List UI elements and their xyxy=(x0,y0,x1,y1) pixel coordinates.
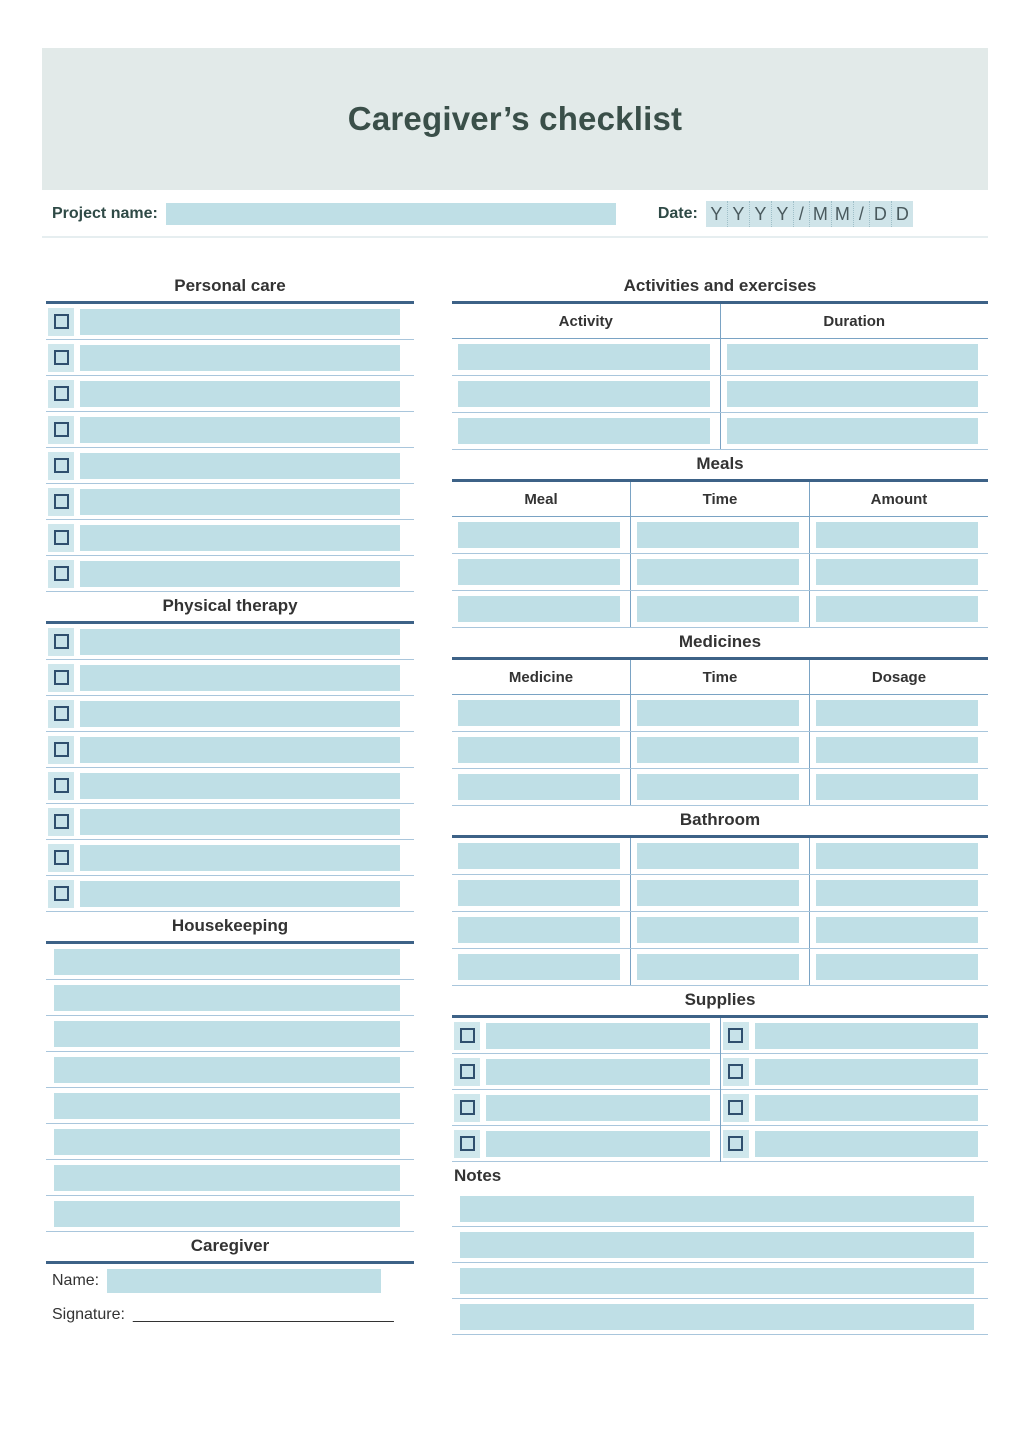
date-separator-1: / xyxy=(794,201,810,227)
table-cell[interactable] xyxy=(452,554,630,591)
table-cell[interactable] xyxy=(630,732,809,769)
checkbox-cell[interactable] xyxy=(48,344,74,372)
checkbox-icon[interactable] xyxy=(54,850,69,865)
supply-input[interactable] xyxy=(755,1059,979,1085)
checkbox-cell[interactable] xyxy=(48,880,74,908)
bathroom-table xyxy=(452,838,988,986)
bathroom-input[interactable] xyxy=(458,880,620,906)
housekeeping-input[interactable] xyxy=(54,1165,400,1191)
checklist-input[interactable] xyxy=(80,701,400,727)
checklist-row[interactable] xyxy=(721,1018,989,1054)
date-group xyxy=(658,201,913,227)
checklist-row[interactable] xyxy=(46,412,414,448)
date-cell-m2[interactable]: M xyxy=(832,201,854,227)
bathroom-input[interactable] xyxy=(637,917,799,943)
checklist-row[interactable] xyxy=(452,1090,720,1126)
checkbox-cell[interactable] xyxy=(48,664,74,692)
checklist-input[interactable] xyxy=(80,525,400,551)
checkbox-cell[interactable] xyxy=(723,1094,749,1122)
table-cell[interactable] xyxy=(452,949,630,986)
meal-time-input[interactable] xyxy=(637,559,799,585)
column-header-time: Time xyxy=(630,660,809,695)
date-cell-y3[interactable]: Y xyxy=(750,201,772,227)
table-cell[interactable] xyxy=(452,339,720,376)
list-item[interactable] xyxy=(46,1016,414,1052)
title-banner xyxy=(42,48,988,190)
medicine-time-input[interactable] xyxy=(637,774,799,800)
note-input[interactable] xyxy=(460,1196,974,1222)
table-cell[interactable] xyxy=(452,875,630,912)
medicine-time-input[interactable] xyxy=(637,737,799,763)
bathroom-input[interactable] xyxy=(816,843,978,869)
meal-amount-input[interactable] xyxy=(816,559,978,585)
date-cell-d2[interactable]: D xyxy=(892,201,913,227)
checkbox-cell[interactable] xyxy=(48,488,74,516)
bathroom-input[interactable] xyxy=(637,843,799,869)
project-name-label: Project name: xyxy=(52,205,158,222)
column-header-medicine: Medicine xyxy=(452,660,630,695)
checklist-input[interactable] xyxy=(80,309,400,335)
table-cell[interactable] xyxy=(630,517,809,554)
list-item[interactable] xyxy=(46,980,414,1016)
table-row[interactable] xyxy=(452,912,988,949)
table-cell[interactable] xyxy=(452,838,630,875)
caregiver-name-row xyxy=(46,1264,414,1298)
checklist-row[interactable] xyxy=(46,484,414,520)
date-cell-y2[interactable]: Y xyxy=(728,201,750,227)
section-meals xyxy=(452,450,988,628)
checklist-row[interactable] xyxy=(46,804,414,840)
list-item[interactable] xyxy=(46,1160,414,1196)
checklist-input[interactable] xyxy=(80,809,400,835)
table-cell[interactable] xyxy=(452,376,720,413)
table-cell[interactable] xyxy=(809,554,988,591)
physical-therapy-rows xyxy=(46,624,414,912)
checkbox-cell[interactable] xyxy=(454,1022,480,1050)
note-input[interactable] xyxy=(460,1268,974,1294)
checkbox-cell[interactable] xyxy=(48,452,74,480)
date-separator-2: / xyxy=(854,201,870,227)
table-cell[interactable] xyxy=(809,769,988,806)
table-cell[interactable] xyxy=(720,339,988,376)
table-row[interactable] xyxy=(452,376,988,413)
table-cell[interactable] xyxy=(452,769,630,806)
caregiver-signature-label: Signature: xyxy=(52,1306,125,1323)
activity-input[interactable] xyxy=(458,344,710,370)
checklist-row[interactable] xyxy=(46,732,414,768)
section-title-activities: Activities and exercises xyxy=(623,276,817,295)
checkbox-icon[interactable] xyxy=(54,458,69,473)
caregiver-name-input[interactable] xyxy=(107,1269,381,1293)
table-cell[interactable] xyxy=(452,591,630,628)
table-header-row xyxy=(452,660,988,695)
section-bathroom xyxy=(452,806,988,986)
checklist-row[interactable] xyxy=(46,768,414,804)
checklist-input[interactable] xyxy=(80,417,400,443)
note-input[interactable] xyxy=(460,1304,974,1330)
date-cell-d1[interactable]: D xyxy=(870,201,892,227)
checklist-row[interactable] xyxy=(46,304,414,340)
section-supplies xyxy=(452,986,988,1162)
checkbox-icon[interactable] xyxy=(54,778,69,793)
section-title-medicines: Medicines xyxy=(678,632,762,651)
checkbox-icon[interactable] xyxy=(728,1064,743,1079)
meal-input[interactable] xyxy=(458,559,620,585)
checkbox-cell[interactable] xyxy=(48,772,74,800)
section-physical-therapy xyxy=(46,592,414,912)
note-input[interactable] xyxy=(460,1232,974,1258)
checkbox-cell[interactable] xyxy=(48,560,74,588)
project-name-input[interactable] xyxy=(166,203,616,225)
table-cell[interactable] xyxy=(809,912,988,949)
table-cell[interactable] xyxy=(630,912,809,949)
bathroom-input[interactable] xyxy=(816,917,978,943)
list-item[interactable] xyxy=(452,1191,988,1227)
meta-row xyxy=(42,192,988,238)
caregiver-signature-row xyxy=(46,1298,414,1332)
column-header-meal: Meal xyxy=(452,482,630,517)
checklist-row[interactable] xyxy=(452,1054,720,1090)
table-header-row xyxy=(452,304,988,339)
housekeeping-input[interactable] xyxy=(54,985,400,1011)
meal-time-input[interactable] xyxy=(637,596,799,622)
table-row[interactable] xyxy=(452,769,988,806)
caregiver-name-label: Name: xyxy=(52,1272,100,1289)
checkbox-icon[interactable] xyxy=(728,1136,743,1151)
table-cell[interactable] xyxy=(809,732,988,769)
page-title: Caregiver’s checklist xyxy=(347,100,683,137)
list-item[interactable] xyxy=(46,1196,414,1232)
housekeeping-input[interactable] xyxy=(54,1129,400,1155)
section-title-personal-care: Personal care xyxy=(174,276,286,295)
checkbox-icon[interactable] xyxy=(54,422,69,437)
section-title-bathroom: Bathroom xyxy=(679,810,761,829)
table-cell[interactable] xyxy=(809,949,988,986)
checklist-row[interactable] xyxy=(46,340,414,376)
checklist-input[interactable] xyxy=(80,665,400,691)
checkbox-cell[interactable] xyxy=(48,808,74,836)
checkbox-cell[interactable] xyxy=(48,416,74,444)
column-header-dosage: Dosage xyxy=(809,660,988,695)
table-cell[interactable] xyxy=(452,517,630,554)
checklist-row[interactable] xyxy=(46,376,414,412)
checkbox-icon[interactable] xyxy=(460,1028,475,1043)
column-header-duration: Duration xyxy=(720,304,988,339)
activities-table xyxy=(452,304,988,450)
checklist-input[interactable] xyxy=(80,737,400,763)
housekeeping-input[interactable] xyxy=(54,949,400,975)
housekeeping-rows xyxy=(46,944,414,1232)
checklist-row[interactable] xyxy=(452,1126,720,1162)
table-cell[interactable] xyxy=(630,554,809,591)
section-title-supplies: Supplies xyxy=(684,990,756,1009)
checkbox-cell[interactable] xyxy=(723,1058,749,1086)
right-column xyxy=(452,272,988,1335)
checkbox-cell[interactable] xyxy=(48,736,74,764)
section-title-physical-therapy: Physical therapy xyxy=(162,596,298,615)
checklist-input[interactable] xyxy=(80,453,400,479)
checkbox-icon[interactable] xyxy=(54,350,69,365)
date-cell-m1[interactable]: M xyxy=(810,201,832,227)
checklist-row[interactable] xyxy=(721,1090,989,1126)
checkbox-cell[interactable] xyxy=(454,1130,480,1158)
supply-input[interactable] xyxy=(486,1023,710,1049)
checkbox-icon[interactable] xyxy=(54,706,69,721)
checkbox-icon[interactable] xyxy=(728,1100,743,1115)
table-cell[interactable] xyxy=(720,376,988,413)
checkbox-icon[interactable] xyxy=(54,566,69,581)
bathroom-input[interactable] xyxy=(637,954,799,980)
section-title-caregiver: Caregiver xyxy=(190,1236,270,1255)
housekeeping-input[interactable] xyxy=(54,1057,400,1083)
meal-amount-input[interactable] xyxy=(816,596,978,622)
medicine-input[interactable] xyxy=(458,700,620,726)
list-item[interactable] xyxy=(46,1088,414,1124)
supply-input[interactable] xyxy=(486,1131,710,1157)
checklist-input[interactable] xyxy=(80,773,400,799)
checklist-row[interactable] xyxy=(452,1018,720,1054)
table-row[interactable] xyxy=(452,339,988,376)
checklist-row[interactable] xyxy=(46,660,414,696)
checkbox-icon[interactable] xyxy=(54,314,69,329)
medicine-dosage-input[interactable] xyxy=(816,737,978,763)
bathroom-input[interactable] xyxy=(458,917,620,943)
checklist-input[interactable] xyxy=(80,345,400,371)
list-item[interactable] xyxy=(452,1263,988,1299)
table-row[interactable] xyxy=(452,949,988,986)
supplies-column-right xyxy=(721,1018,989,1162)
personal-care-rows xyxy=(46,304,414,592)
table-cell[interactable] xyxy=(630,875,809,912)
table-cell[interactable] xyxy=(720,413,988,450)
list-item[interactable] xyxy=(46,944,414,980)
section-title-notes: Notes xyxy=(454,1166,502,1185)
checkbox-cell[interactable] xyxy=(454,1094,480,1122)
checkbox-icon[interactable] xyxy=(54,530,69,545)
checklist-input[interactable] xyxy=(80,845,400,871)
list-item[interactable] xyxy=(46,1052,414,1088)
checklist-input[interactable] xyxy=(80,561,400,587)
meal-amount-input[interactable] xyxy=(816,522,978,548)
housekeeping-input[interactable] xyxy=(54,1093,400,1119)
date-input[interactable] xyxy=(706,201,913,227)
checkbox-cell[interactable] xyxy=(723,1022,749,1050)
checkbox-icon[interactable] xyxy=(54,814,69,829)
checklist-input[interactable] xyxy=(80,629,400,655)
checkbox-icon[interactable] xyxy=(54,634,69,649)
duration-input[interactable] xyxy=(727,344,979,370)
section-personal-care xyxy=(46,272,414,592)
supply-input[interactable] xyxy=(755,1131,979,1157)
checkbox-cell[interactable] xyxy=(454,1058,480,1086)
checkbox-icon[interactable] xyxy=(54,670,69,685)
checkbox-cell[interactable] xyxy=(723,1130,749,1158)
section-housekeeping xyxy=(46,912,414,1232)
table-cell[interactable] xyxy=(809,517,988,554)
checkbox-cell[interactable] xyxy=(48,380,74,408)
medicine-time-input[interactable] xyxy=(637,700,799,726)
table-cell[interactable] xyxy=(809,875,988,912)
table-row[interactable] xyxy=(452,875,988,912)
table-row[interactable] xyxy=(452,838,988,875)
checklist-row[interactable] xyxy=(46,696,414,732)
notes-rows xyxy=(452,1191,988,1335)
medicine-dosage-input[interactable] xyxy=(816,700,978,726)
medicine-input[interactable] xyxy=(458,774,620,800)
table-row[interactable] xyxy=(452,695,988,732)
meals-table xyxy=(452,482,988,628)
checklist-row[interactable] xyxy=(46,448,414,484)
bathroom-input[interactable] xyxy=(458,954,620,980)
supply-input[interactable] xyxy=(755,1023,979,1049)
checkbox-cell[interactable] xyxy=(48,628,74,656)
table-cell[interactable] xyxy=(452,695,630,732)
column-header-time: Time xyxy=(630,482,809,517)
table-row[interactable] xyxy=(452,591,988,628)
checklist-row[interactable] xyxy=(46,556,414,592)
table-cell[interactable] xyxy=(809,695,988,732)
checkbox-icon[interactable] xyxy=(54,494,69,509)
table-row[interactable] xyxy=(452,732,988,769)
checkbox-cell[interactable] xyxy=(48,700,74,728)
supplies-column-left xyxy=(452,1018,721,1162)
table-cell[interactable] xyxy=(630,838,809,875)
bathroom-input[interactable] xyxy=(458,843,620,869)
section-title-housekeeping: Housekeeping xyxy=(171,916,289,935)
bathroom-input[interactable] xyxy=(816,880,978,906)
date-cell-y4[interactable]: Y xyxy=(772,201,794,227)
table-header-row xyxy=(452,482,988,517)
activity-input[interactable] xyxy=(458,381,710,407)
section-medicines xyxy=(452,628,988,806)
table-row[interactable] xyxy=(452,517,988,554)
bathroom-input[interactable] xyxy=(637,880,799,906)
checklist-input[interactable] xyxy=(80,489,400,515)
table-row[interactable] xyxy=(452,554,988,591)
supplies-grid xyxy=(452,1018,988,1162)
meal-input[interactable] xyxy=(458,596,620,622)
housekeeping-input[interactable] xyxy=(54,1021,400,1047)
list-item[interactable] xyxy=(46,1124,414,1160)
table-cell[interactable] xyxy=(630,591,809,628)
section-title-meals: Meals xyxy=(696,454,744,473)
checklist-row[interactable] xyxy=(721,1054,989,1090)
supply-input[interactable] xyxy=(755,1095,979,1121)
supply-input[interactable] xyxy=(486,1095,710,1121)
bathroom-input[interactable] xyxy=(816,954,978,980)
medicine-input[interactable] xyxy=(458,737,620,763)
table-cell[interactable] xyxy=(452,732,630,769)
table-cell[interactable] xyxy=(809,838,988,875)
section-caregiver xyxy=(46,1232,414,1332)
checklist-row[interactable] xyxy=(46,520,414,556)
checkbox-icon[interactable] xyxy=(54,886,69,901)
medicine-dosage-input[interactable] xyxy=(816,774,978,800)
checklist-row[interactable] xyxy=(46,840,414,876)
table-cell[interactable] xyxy=(809,591,988,628)
list-item[interactable] xyxy=(452,1299,988,1335)
checklist-input[interactable] xyxy=(80,881,400,907)
list-item[interactable] xyxy=(452,1227,988,1263)
checkbox-icon[interactable] xyxy=(460,1136,475,1151)
checklist-row[interactable] xyxy=(721,1126,989,1162)
checklist-input[interactable] xyxy=(80,381,400,407)
checkbox-icon[interactable] xyxy=(460,1064,475,1079)
activity-input[interactable] xyxy=(458,418,710,444)
duration-input[interactable] xyxy=(727,381,979,407)
table-cell[interactable] xyxy=(452,413,720,450)
table-cell[interactable] xyxy=(630,769,809,806)
meal-time-input[interactable] xyxy=(637,522,799,548)
checklist-row[interactable] xyxy=(46,624,414,660)
checkbox-cell[interactable] xyxy=(48,308,74,336)
checkbox-icon[interactable] xyxy=(460,1100,475,1115)
date-label: Date: xyxy=(657,205,698,222)
column-header-activity: Activity xyxy=(452,304,720,339)
checkbox-icon[interactable] xyxy=(54,386,69,401)
column-header-amount: Amount xyxy=(809,482,988,517)
table-cell[interactable] xyxy=(630,695,809,732)
date-cell-y1[interactable]: Y xyxy=(706,201,728,227)
medicines-table xyxy=(452,660,988,806)
checkbox-icon[interactable] xyxy=(54,742,69,757)
table-cell[interactable] xyxy=(630,949,809,986)
left-column xyxy=(46,272,414,1332)
section-notes xyxy=(452,1162,988,1335)
checklist-row[interactable] xyxy=(46,876,414,912)
housekeeping-input[interactable] xyxy=(54,1201,400,1227)
table-cell[interactable] xyxy=(452,912,630,949)
duration-input[interactable] xyxy=(727,418,979,444)
checkbox-cell[interactable] xyxy=(48,524,74,552)
caregiver-signature-line[interactable]: _______________________________ xyxy=(132,1306,394,1323)
table-row[interactable] xyxy=(452,413,988,450)
section-activities xyxy=(452,272,988,450)
meal-input[interactable] xyxy=(458,522,620,548)
supply-input[interactable] xyxy=(486,1059,710,1085)
checkbox-cell[interactable] xyxy=(48,844,74,872)
checkbox-icon[interactable] xyxy=(728,1028,743,1043)
